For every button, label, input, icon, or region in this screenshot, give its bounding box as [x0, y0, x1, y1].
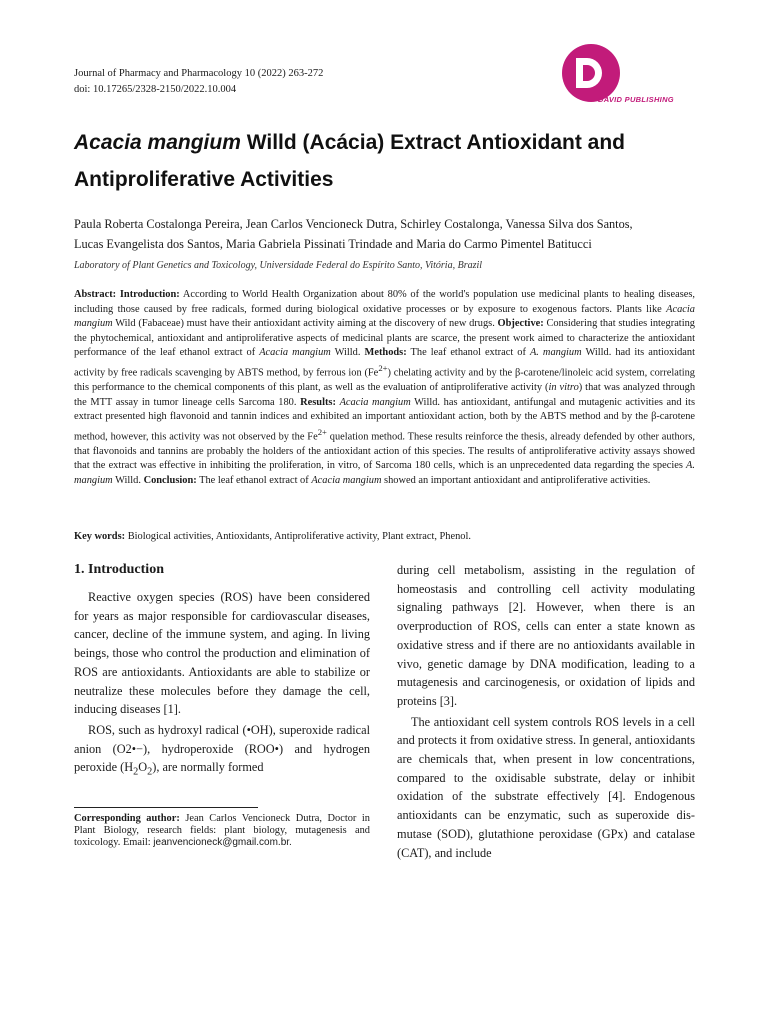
author-list: Paula Roberta Costalonga Pereira, Jean Carlos Vencioneck Dutra, Schirley Costalonga, Vanessa Silva dos Santos, Lucas Evangelista dos Santos, Maria Gabriela Pissinati Trindade and Maria do Carmo Pimentel Batitucci [74, 217, 633, 251]
author-email[interactable]: jeanvencioneck@gmail.com.br. [153, 837, 292, 848]
affiliation: Laboratory of Plant Genetics and Toxicology, Universidade Federal do Espírito Santo, Vitória, Brazil [74, 260, 483, 271]
title-species: Acacia mangium [74, 131, 241, 154]
paragraph: during cell metabolism, assisting in the regulation of homeostasis and controlling cell activity modulating signaling pathways [2]. However, when there is an overproduction of ROS, cells can enter a state known as oxidative stress and if there are no antioxidants available in vivo, genetic damage by DNA modification, leading to a mutagenesis and carcinogenesis, or oxidation of lipids and proteins [3]. [397, 563, 695, 708]
paragraph: Reactive oxygen species (ROS) have been considered for years as major responsible for cardiovascular diseases, cancer, decline of the immune system, and aging. In living beings, those who control the production and elimination of ROS are antioxidants. Antioxidants are able to stabilize or neutralize these molecules before they damage the cell, inducing diseases [1]. [74, 590, 370, 717]
journal-header [74, 66, 323, 98]
column-right [397, 561, 695, 864]
journal-citation: Journal of Pharmacy and Pharmacology 10 (2022) 263-272 [74, 68, 324, 79]
corresponding-author-note: Corresponding author: Jean Carlos Vencioneck Dutra, Doctor in Plant Biology, research fields: plant biology, mutagenesis and toxicology. Email: jeanvencioneck@gmail.com.br. [74, 813, 370, 848]
paragraph: The antioxidant cell system controls ROS levels in a cell and protects it from oxidative stress. In general, antioxidants are chemicals that, when present in low concentrations, compared to the oxidisable substrate, delay or inhibit oxidation of the substrate effectively [4]. Endogenous antioxidants can be enzymatic, such as superoxide dis-mutase (SOD), glutathione peroxidase (GPx) and catalase (CAT), and include [397, 714, 695, 860]
keywords: Key words: Biological activities, Antioxidants, Antiproliferative activity, Plant extract, Phenol. [74, 531, 471, 542]
publisher-name: DAVID PUBLISHING [598, 95, 674, 104]
doi: doi: 10.17265/2328-2150/2022.10.004 [74, 84, 237, 95]
abstract: Abstract: Introduction: According to World Health Organization about 80% of the world's population use medicinal plants to healing diseases, including those caused by free radicals, formed during biological oxidative processes or by exposure to exogenous factors. Plants like Acacia mangium Wild (Fabaceae) must have their antioxidant activity aiming at the discovery of new drugs. Objective: Considering that studies integrating the phytochemical, antioxidant and antiproliferative aspects of medicinal plants are scarce, the present work aimed to characterize the antioxidant performance of the leaf ethanol extract of Acacia mangium Willd. Methods: The leaf ethanol extract of A. mangium Willd. had its antioxidant activity by free radicals scavenging by ABTS method, by ferrous ion $(Fe^{2+})$ chelating activity and by the β-carotene/linoleic acid system, correlating this performance to the chemical components of this plant, as well as the evaluation of antiproliferative activity (in vitro) that was analyzed through the MTT assay in tumor lineage cells Sarcoma 180. Results: Acacia mangium Willd. has antioxidant, antifungal and mutagenic activities and its extract presented high flavonoid and tannin indices and exhibited an important antioxidant action, both by the ABTS method and by the β-carotene method, however, this activity was not observed by the $Fe^{2+}$ quelation method. These results reinforce the thesis, already defended by other authors, that flavonoids and tannins are probably the holders of the antioxidant action of this species. The results of antiproliferative activity assays showed that the extract was effective in inhibiting the proliferation, in vitro, of Sarcoma 180 cells, which is an unprecedented data regarding the species A. mangium Willd. Conclusion: The leaf ethanol extract of Acacia mangium showed an important antioxidant and antiproliferative activities. [74, 289, 696, 487]
paper-title: Acacia mangium Willd (Acácia) Extract Antioxidant and Antiproliferative Activities [74, 131, 625, 191]
publisher-logo [556, 44, 706, 108]
section-heading: 1. Introduction [74, 562, 164, 577]
paragraph: ROS, such as hydroxyl radical (•OH), superoxide radical anion (O2•−), hydroperoxide (ROO•) and hydrogen peroxide $(H_2O_2)$, are normally formed [74, 722, 370, 778]
footnote-divider [74, 807, 258, 808]
column-left [74, 561, 370, 784]
